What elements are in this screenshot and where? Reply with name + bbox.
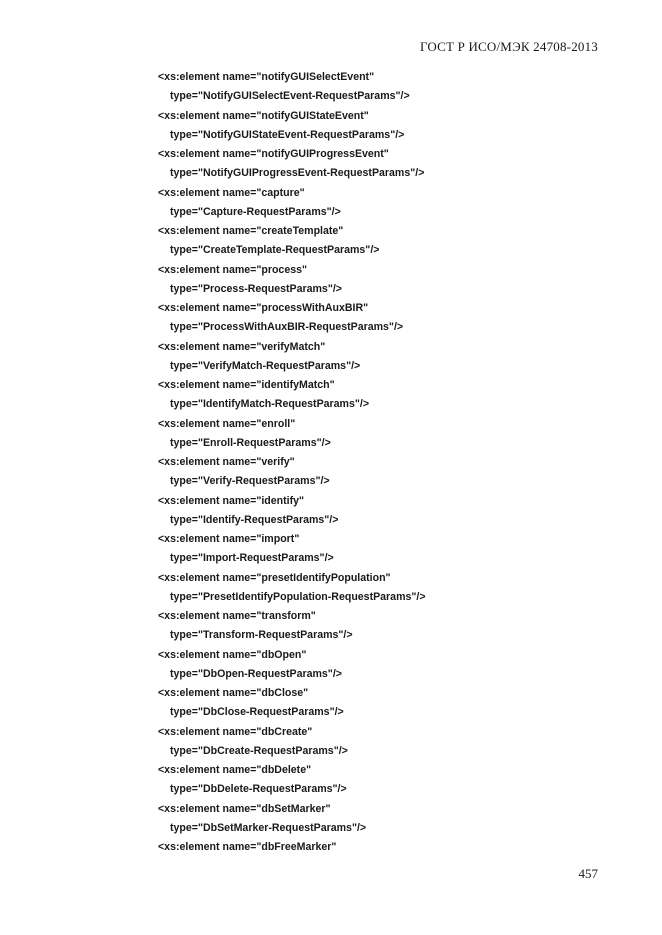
code-line-element: <xs:element name="dbFreeMarker"	[158, 841, 337, 853]
code-line-type: type="NotifyGUIProgressEvent-RequestParams"/>	[170, 167, 425, 180]
code-line-element: <xs:element name="notifyGUIStateEvent"	[158, 109, 369, 122]
code-line-element: <xs:element name="identify"	[158, 494, 305, 507]
code-line-element: <xs:element name="verify"	[158, 456, 295, 468]
code-line-element: <xs:element name="capture"	[158, 186, 305, 199]
code-line-element: <xs:element name="createTemplate"	[158, 225, 344, 237]
code-line-element: <xs:element name="dbDelete"	[158, 764, 312, 776]
code-line-element: <xs:element name="enroll"	[158, 417, 296, 430]
code-line-type: type="Verify-RequestParams"/>	[170, 475, 330, 488]
code-line-type: type="VerifyMatch-RequestParams"/>	[170, 359, 361, 372]
code-line-type: type="Transform-RequestParams"/>	[170, 629, 353, 642]
code-line-type: type="DbCreate-RequestParams"/>	[170, 744, 348, 757]
document-header: ГОСТ Р ИСО/МЭК 24708-2013	[419, 39, 598, 54]
code-line-element: <xs:element name="transform"	[158, 610, 316, 622]
code-line-type: type="PresetIdentifyPopulation-RequestParams"/>	[170, 590, 426, 603]
code-line-type: type="Identify-RequestParams"/>	[170, 513, 339, 526]
code-line-element: <xs:element name="dbCreate"	[158, 725, 313, 738]
code-line-element: <xs:element name="process"	[158, 263, 308, 276]
code-line-element: <xs:element name="import"	[158, 533, 300, 545]
code-line-type: type="NotifyGUIStateEvent-RequestParams"/>	[170, 128, 405, 141]
code-line-type: type="Capture-RequestParams"/>	[170, 205, 341, 218]
code-line-element: <xs:element name="processWithAuxBIR"	[158, 302, 369, 314]
code-line-element: <xs:element name="notifyGUISelectEvent"	[158, 71, 375, 83]
code-line-element: <xs:element name="dbOpen"	[158, 648, 307, 661]
xml-code-block	[158, 68, 426, 857]
code-line-element: <xs:element name="presetIdentifyPopulation"	[158, 571, 391, 584]
code-line-type: type="CreateTemplate-RequestParams"/>	[170, 244, 380, 257]
code-line-element: <xs:element name="dbSetMarker"	[158, 802, 331, 815]
code-line-type: type="NotifyGUISelectEvent-RequestParams"/>	[170, 90, 410, 103]
code-line-element: <xs:element name="notifyGUIProgressEvent"	[158, 148, 389, 160]
code-line-type: type="DbSetMarker-RequestParams"/>	[170, 821, 367, 834]
code-line-type: type="IdentifyMatch-RequestParams"/>	[170, 398, 370, 411]
code-line-element: <xs:element name="dbClose"	[158, 687, 309, 699]
code-line-element: <xs:element name="verifyMatch"	[158, 340, 326, 353]
code-line-type: type="Process-RequestParams"/>	[170, 282, 342, 295]
code-line-type: type="ProcessWithAuxBIR-RequestParams"/>	[170, 321, 404, 334]
code-line-element: <xs:element name="identifyMatch"	[158, 379, 335, 391]
code-line-type: type="DbClose-RequestParams"/>	[170, 706, 344, 719]
code-line-type: type="DbOpen-RequestParams"/>	[170, 667, 342, 680]
code-line-type: type="DbDelete-RequestParams"/>	[170, 783, 347, 796]
code-line-type: type="Import-RequestParams"/>	[170, 552, 334, 565]
page-number: 457	[578, 866, 598, 881]
code-line-type: type="Enroll-RequestParams"/>	[170, 436, 331, 449]
